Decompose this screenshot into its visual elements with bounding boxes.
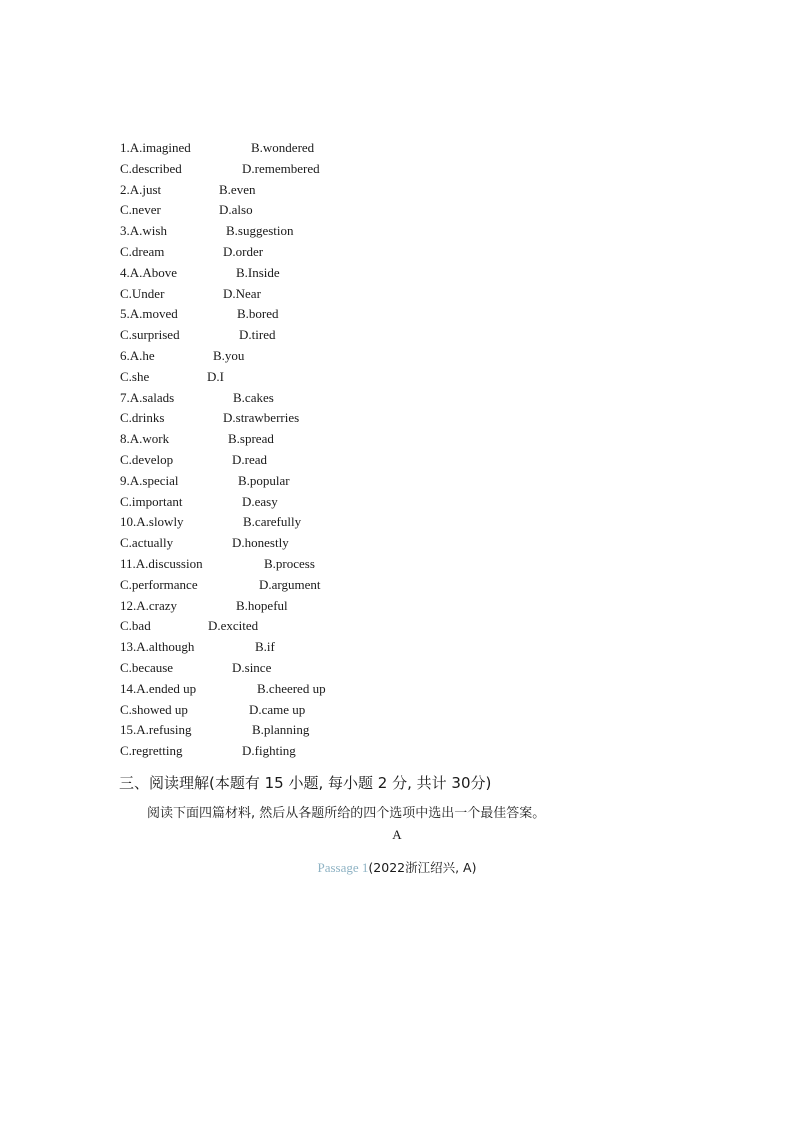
passage-letter: A: [392, 827, 402, 842]
option-13-b: B.if: [255, 639, 275, 654]
option-12-d: D.excited: [208, 618, 259, 633]
option-5-d: D.tired: [239, 327, 276, 342]
option-13-d: D.since: [232, 660, 272, 675]
option-13-c: C.because: [120, 660, 174, 675]
option-10-a: 10.A.slowly: [120, 514, 184, 529]
option-7-a: 7.A.salads: [120, 390, 175, 405]
option-14-b: B.cheered up: [257, 681, 326, 696]
option-12-b: B.hopeful: [236, 598, 288, 613]
option-4-c: C.Under: [120, 286, 165, 301]
option-9-b: B.popular: [238, 473, 290, 488]
option-12-a: 12.A.crazy: [120, 598, 178, 613]
option-8-a: 8.A.work: [120, 431, 170, 446]
option-14-c: C.showed up: [120, 702, 188, 717]
option-4-b: B.Inside: [236, 265, 280, 280]
option-3-b: B.suggestion: [226, 223, 294, 238]
option-6-c: C.she: [120, 369, 150, 384]
option-7-b: B.cakes: [233, 390, 274, 405]
option-8-b: B.spread: [228, 431, 274, 446]
option-11-a: 11.A.discussion: [120, 556, 203, 571]
option-9-d: D.easy: [242, 494, 278, 509]
option-3-d: D.order: [223, 244, 264, 259]
option-1-a: 1.A.imagined: [120, 140, 191, 155]
option-6-a: 6.A.he: [120, 348, 155, 363]
option-2-c: C.never: [120, 202, 161, 217]
option-11-d: D.argument: [259, 577, 321, 592]
option-11-c: C.performance: [120, 577, 198, 592]
option-5-b: B.bored: [237, 306, 279, 321]
option-1-b: B.wondered: [251, 140, 315, 155]
option-5-a: 5.A.moved: [120, 306, 178, 321]
option-6-b: B.you: [213, 348, 245, 363]
option-11-b: B.process: [264, 556, 315, 571]
option-14-d: D.came up: [249, 702, 306, 717]
section-heading: 三、阅读理解(本题有 15 小题, 每小题 2 分, 共计 30分): [119, 774, 492, 792]
option-8-c: C.develop: [120, 452, 174, 467]
option-4-d: D.Near: [223, 286, 261, 301]
option-14-a: 14.A.ended up: [120, 681, 197, 696]
option-10-b: B.carefully: [243, 514, 302, 529]
option-3-c: C.dream: [120, 244, 165, 259]
option-4-a: 4.A.Above: [120, 265, 178, 280]
option-9-c: C.important: [120, 494, 183, 509]
option-10-c: C.actually: [120, 535, 174, 550]
passage-source: (2022浙江绍兴, A): [368, 860, 477, 875]
passage-title: [0, 859, 794, 877]
section-instruction: 阅读下面四篇材料, 然后从各题所给的四个选项中选出一个最佳答案。: [147, 806, 546, 821]
option-2-a: 2.A.just: [120, 182, 162, 197]
option-6-d: D.I: [207, 369, 224, 384]
option-12-c: C.bad: [120, 618, 151, 633]
option-1-d: D.remembered: [242, 161, 320, 176]
option-1-c: C.described: [120, 161, 182, 176]
option-2-d: D.also: [219, 202, 253, 217]
option-5-c: C.surprised: [120, 327, 180, 342]
option-15-b: B.planning: [252, 722, 310, 737]
option-10-d: D.honestly: [232, 535, 289, 550]
option-9-a: 9.A.special: [120, 473, 179, 488]
option-2-b: B.even: [219, 182, 256, 197]
option-15-c: C.regretting: [120, 743, 183, 758]
option-15-a: 15.A.refusing: [120, 722, 192, 737]
option-7-c: C.drinks: [120, 410, 165, 425]
passage-label: Passage 1: [317, 860, 369, 875]
option-8-d: D.read: [232, 452, 268, 467]
option-3-a: 3.A.wish: [120, 223, 167, 238]
option-13-a: 13.A.although: [120, 639, 195, 654]
option-15-d: D.fighting: [242, 743, 296, 758]
option-7-d: D.strawberries: [223, 410, 300, 425]
